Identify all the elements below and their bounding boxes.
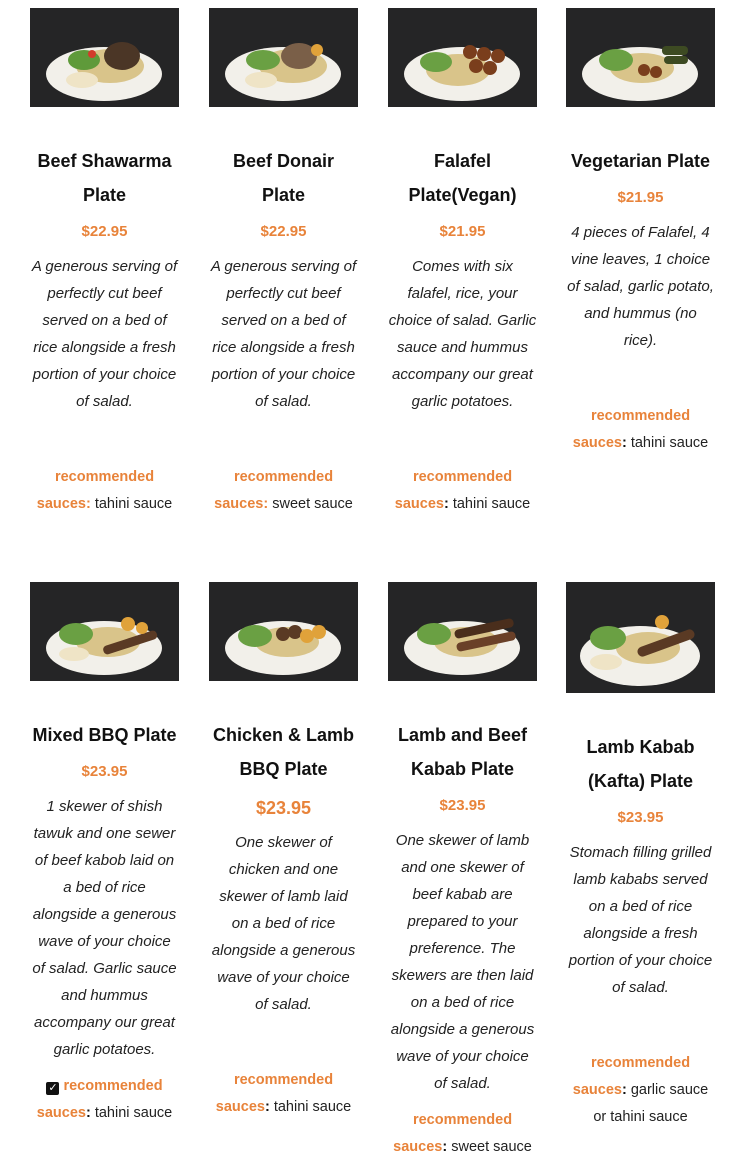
recommended-sauces: [566, 403, 715, 457]
item-description: One skewer of lamb and one skewer of beef kabab are prepared to your preference. The skewers are then laid on a bed of rice alongside a generous wave of your choice of salad.: [390, 832, 535, 1092]
recommended-sauces: [30, 1073, 179, 1127]
item-description: A generous serving of perfectly cut beef served on a bed of rice alongside a fresh portion of your choice of salad.: [31, 258, 178, 410]
sauces-colon: :: [264, 1099, 270, 1115]
item-description: Stomach filling grilled lamb kababs served on a bed of rice alongside a fresh portion of your choice of salad.: [568, 844, 713, 996]
recommended-sauces: [566, 1050, 715, 1131]
item-description: One skewer of chicken and one skewer of lamb laid on a bed of rice alongside a generous wave of your choice of salad.: [211, 834, 356, 1013]
recommended-sauces: [209, 464, 358, 518]
sauces-value: tahini sauce: [273, 1099, 352, 1115]
item-price: $21.95: [439, 223, 486, 240]
sauces-colon: :: [443, 496, 449, 512]
item-description: Comes with six falafel, rice, your choice of salad. Garlic sauce and hummus accompany our great garlic potatoes.: [388, 258, 537, 410]
item-title: Lamb and Beef Kabab Plate: [397, 725, 528, 779]
item-price: $23.95: [439, 797, 486, 814]
sauces-label: recommended sauces: [215, 1072, 334, 1115]
lamb-beef-kabab-plate-photo: [388, 582, 537, 681]
item-title: Mixed BBQ Plate: [32, 725, 177, 745]
item-description: 4 pieces of Falafel, 4 vine leaves, 1 choice of salad, garlic potato, and hummus (no rice).: [567, 224, 714, 349]
sauces-colon: :: [442, 1139, 448, 1155]
sauces-label: recommended sauces: [393, 1112, 513, 1155]
menu-card-vegetarian: [566, 8, 715, 457]
sauces-value: tahini sauce: [94, 496, 173, 512]
sauces-label: recommended sauces: [394, 469, 513, 512]
item-title: Chicken & Lamb BBQ Plate: [212, 725, 355, 779]
sauces-label: recommended sauces:: [36, 469, 155, 512]
kafta-plate-photo: [566, 582, 715, 693]
sauces-label: recommended sauces: [572, 1055, 691, 1098]
item-price: $22.95: [81, 223, 128, 240]
checkbox-checked-icon: ✓: [48, 1082, 58, 1094]
menu-card-lamb-kafta: [566, 582, 715, 1131]
item-description: 1 skewer of shish tawuk and one sewer of beef kabob laid on a bed of rice alongside a generous wave of your choice of salad. Garlic sauce and hummus accompany our great garlic potatoes.: [32, 798, 177, 1058]
item-price: $21.95: [617, 189, 664, 206]
sauces-value: garlic sauce or tahini sauce: [593, 1082, 709, 1125]
sauces-colon: :: [85, 1105, 91, 1121]
sauces-value: tahini sauce: [630, 435, 709, 451]
item-price: $22.95: [260, 223, 307, 240]
recommended-sauces: [388, 464, 537, 518]
sauces-colon: :: [621, 435, 627, 451]
sauces-value: sweet sauce: [451, 1139, 532, 1155]
item-title: Falafel Plate(Vegan): [408, 151, 517, 205]
menu-card-falafel: [388, 8, 537, 518]
sauces-value: tahini sauce: [94, 1105, 173, 1121]
sauces-label: recommended sauces: [36, 1078, 163, 1121]
mixed-bbq-plate-photo: [30, 582, 179, 681]
menu-card-chicken-lamb-bbq: [209, 582, 358, 1121]
item-price: $23.95: [617, 809, 664, 826]
menu-card-beef-donair: [209, 8, 358, 518]
sauces-value: sweet sauce: [272, 496, 353, 512]
chicken-lamb-plate-photo: [209, 582, 358, 681]
item-description: A generous serving of perfectly cut beef served on a bed of rice alongside a fresh portion of your choice of salad.: [210, 258, 357, 410]
sauces-label: recommended sauces:: [214, 469, 334, 512]
sauces-value: tahini sauce: [452, 496, 531, 512]
menu-card-beef-shawarma: [30, 8, 179, 518]
item-title: Lamb Kabab (Kafta) Plate: [586, 737, 695, 791]
item-title: Beef Shawarma Plate: [37, 151, 172, 205]
shawarma-plate-photo: [30, 8, 179, 107]
recommended-sauces: [388, 1107, 537, 1161]
donair-plate-photo: [209, 8, 358, 107]
menu-card-lamb-beef-kabab: [388, 582, 537, 1161]
sauces-colon: :: [621, 1082, 627, 1098]
recommended-sauces: [30, 464, 179, 518]
menu-card-mixed-bbq: [30, 582, 179, 1127]
sauces-label: recommended sauces: [572, 408, 691, 451]
item-price: $23.95: [81, 763, 128, 780]
recommended-sauces: [209, 1067, 358, 1121]
item-title: Beef Donair Plate: [232, 151, 335, 205]
vegetarian-plate-photo: [566, 8, 715, 107]
item-title: Vegetarian Plate: [570, 151, 711, 171]
item-price: $23.95: [255, 798, 312, 818]
falafel-plate-photo: [388, 8, 537, 107]
